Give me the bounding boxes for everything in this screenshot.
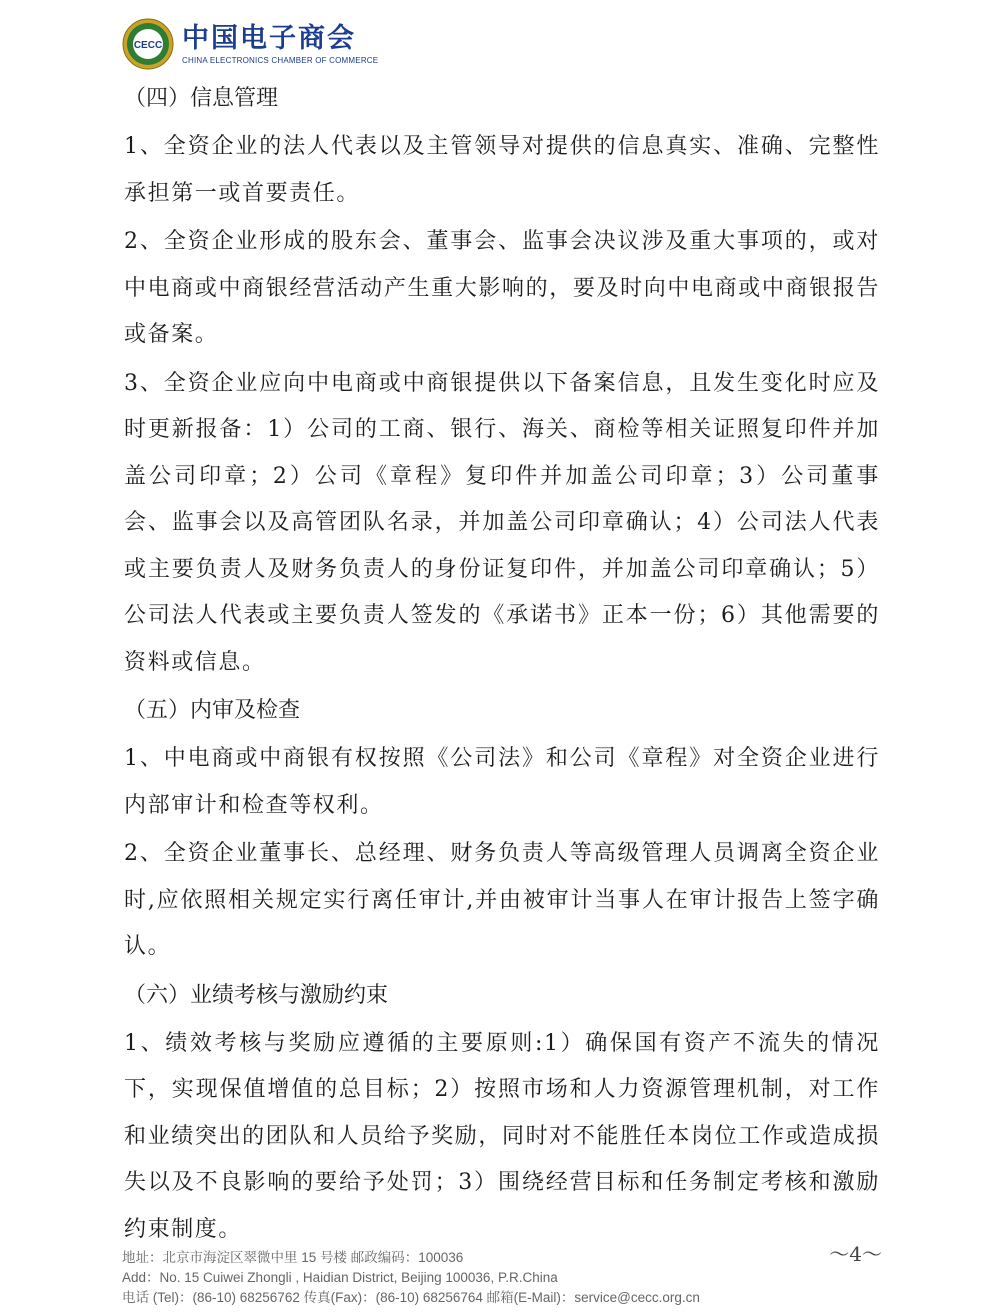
org-name-cn: 中国电子商会 — [182, 22, 356, 54]
letterhead — [122, 18, 378, 70]
paragraph: 2、全资企业形成的股东会、董事会、监事会决议涉及重大事项的，或对中电商或中商银经营活动产生重大影响的，要及时向中电商或中商银报告或备案。 — [124, 229, 880, 347]
section-heading: （六）业绩考核与激励约束 — [124, 982, 389, 1008]
section-internal-audit — [124, 688, 880, 971]
paragraph: 1、全资企业的法人代表以及主管领导对提供的信息真实、准确、完整性承担第一或首要责任。 — [124, 134, 880, 206]
page-number: ～4～ — [829, 1242, 882, 1266]
section-performance-incentives — [124, 973, 880, 1254]
section-heading: （四）信息管理 — [124, 86, 279, 111]
org-name-en: CHINA ELECTRONICS CHAMBER OF COMMERCE — [182, 55, 379, 65]
section-info-management — [124, 76, 880, 686]
footer-contact: 电话 (Tel)：(86-10) 68256762 传真(Fax)：(86-10) 68256764 邮箱(E-Mail)：service@cecc.org.cn — [122, 1290, 700, 1305]
paragraph: 1、绩效考核与奖励应遵循的主要原则:1）确保国有资产不流失的情况下，实现保值增值的总目标；2）按照市场和人力资源管理机制，对工作和业绩突出的团队和人员给予奖励，同时对不能胜任本岗位工作或造成损失以及不良影响的要给予处罚；3）围绕经营目标和任务制定考核和激励约束制度。 — [124, 1030, 880, 1242]
section-heading: （五）内审及检查 — [124, 698, 301, 723]
footer-address-en: Add：No. 15 Cuiwei Zhongli , Haidian District, Beijing 100036, P.R.China — [122, 1270, 558, 1285]
paragraph: 3、全资企业应向中电商或中商银提供以下备案信息，且发生变化时应及时更新报备：1）公司的工商、银行、海关、商检等相关证照复印件并加盖公司印章；2）公司《章程》复印件并加盖公司印章；3）公司董事会、监事会以及高管团队名录，并加盖公司印章确认；4）公司法人代表或主要负责人及财务负责人的身份证复印件，并加盖公司印章确认；5）公司法人代表或主要负责人签发的《承诺书》正本一份；6）其他需要的资料或信息。 — [124, 370, 880, 675]
page-footer — [122, 1242, 882, 1308]
seal-text: CECC — [133, 40, 163, 51]
paragraph: 2、全资企业董事长、总经理、财务负责人等高级管理人员调离全资企业时,应依照相关规定实行离任审计,并由被审计当事人在审计报告上签字确认。 — [124, 841, 880, 959]
footer-address-cn: 地址：北京市海淀区翠微中里 15 号楼 邮政编码：100036 — [122, 1250, 464, 1265]
paragraph: 1、中电商或中商银有权按照《公司法》和公司《章程》对全资企业进行内部审计和检查等权利。 — [124, 746, 880, 818]
brand-block — [182, 24, 378, 65]
cecc-seal-logo — [122, 18, 174, 70]
document-body — [124, 74, 880, 1253]
